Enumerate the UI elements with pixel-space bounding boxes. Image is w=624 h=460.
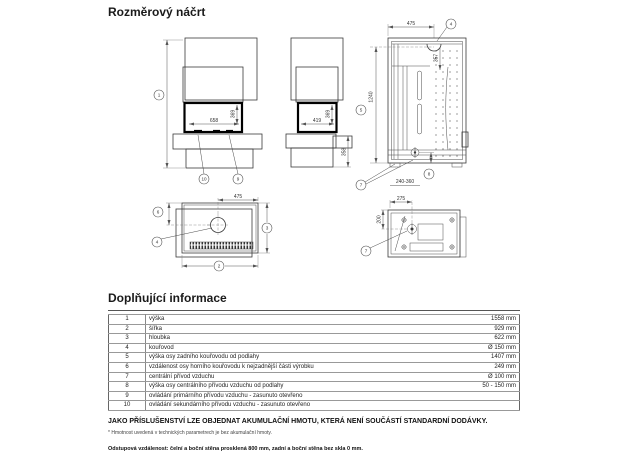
row-value: 929 mm (447, 324, 520, 334)
row-number: 2 (109, 324, 146, 334)
row-value: 50 - 150 mm (447, 382, 520, 392)
row-number: 5 (109, 353, 146, 363)
dim-section-top-depth: 475 (406, 21, 416, 27)
dim-side-opening-height: 369 (325, 109, 332, 119)
row-value: Ø 100 mm (447, 372, 520, 382)
svg-text:2: 2 (217, 263, 221, 269)
row-value (447, 401, 520, 411)
table-row (109, 353, 520, 363)
row-label: ovládání primárního přívodu vzduchu - zasunuto otevřeno (146, 391, 448, 401)
front-view (154, 38, 262, 184)
callout-secondary-air (199, 174, 209, 184)
dim-side-base-height: 358 (341, 147, 348, 157)
table-row (109, 334, 520, 344)
table-row (109, 372, 520, 382)
dim-section-air-range: 240-360 (395, 179, 415, 185)
row-value: 249 mm (447, 362, 520, 372)
row-value: Ø 150 mm (447, 343, 520, 353)
row-value (447, 391, 520, 401)
svg-text:9: 9 (236, 176, 240, 182)
svg-text:8: 8 (427, 171, 431, 177)
svg-text:7: 7 (359, 182, 363, 188)
svg-text:6: 6 (156, 209, 160, 215)
callout-central-air-bottom (361, 246, 371, 256)
row-number: 8 (109, 382, 146, 392)
callout-primary-air (233, 174, 243, 184)
svg-text:10: 10 (201, 176, 207, 182)
row-number: 10 (109, 401, 146, 411)
dim-front-opening-width: 658 (209, 118, 219, 124)
distance-note: Odstupová vzdálenost: čelní a boční stěna prosklená 800 mm, zadní a boční stěna bez skla 0 mm. (108, 446, 363, 452)
table-row (109, 401, 520, 411)
row-label: výška osy centrálního přívodu vzduchu od podlahy (146, 382, 448, 392)
dim-bottom-depth: 275 (396, 196, 406, 202)
row-label: hloubka (146, 334, 448, 344)
page-title: Rozměrový náčrt (108, 5, 206, 19)
accessory-note: JAKO PŘÍSLUŠENSTVÍ LZE OBJEDNAT AKUMULAČNÍ HMOTU, KTERÁ NENÍ SOUČÁSTÍ STANDARDNÍ DODÁVKY. (108, 418, 488, 425)
callout-depth (262, 223, 272, 233)
row-value: 1407 mm (447, 353, 520, 363)
row-number: 7 (109, 372, 146, 382)
bottom-view (361, 196, 466, 257)
row-number: 9 (109, 391, 146, 401)
row-value: 1558 mm (447, 315, 520, 325)
corner-screws (402, 218, 454, 249)
callout-rear-distance (153, 207, 163, 217)
callout-central-air-section (356, 180, 366, 190)
row-value: 622 mm (447, 334, 520, 344)
row-label: vzdálenost osy horního kouřovodu k nejzadnější části výrobku (146, 362, 448, 372)
dim-side-opening-width: 419 (312, 118, 322, 124)
callout-air-height (424, 169, 434, 179)
dim-section-flue-drop: 357 (433, 53, 440, 63)
row-number: 4 (109, 343, 146, 353)
svg-text:3: 3 (265, 225, 269, 231)
callout-height (154, 90, 164, 100)
row-number: 6 (109, 362, 146, 372)
row-label: výška osy zadního kouřovodu od podlahy (146, 353, 448, 363)
svg-text:5: 5 (359, 107, 363, 113)
info-table (108, 314, 520, 411)
row-label: kouřovod (146, 343, 448, 353)
row-number: 1 (109, 315, 146, 325)
row-number: 3 (109, 334, 146, 344)
table-row (109, 324, 520, 334)
svg-text:4: 4 (155, 239, 159, 245)
row-label: šířka (146, 324, 448, 334)
table-row (109, 391, 520, 401)
table-row (109, 315, 520, 325)
top-view (152, 194, 272, 271)
callout-flue-top (152, 237, 162, 247)
dim-top-flue-to-edge: 475 (233, 194, 243, 200)
callout-flue-section (446, 19, 456, 29)
dim-bottom-offset: 200 (376, 215, 383, 224)
table-row (109, 382, 520, 392)
callout-rear-flue-height (356, 105, 366, 115)
dim-front-opening-height: 369 (230, 109, 237, 119)
dim-section-height: 1240 (368, 91, 375, 103)
svg-text:7: 7 (364, 248, 368, 254)
weight-note: * Hmotnost uvedená v technických parametrech je bez akumulační hmoty. (108, 430, 272, 436)
row-label: centrální přívod vzduchu (146, 372, 448, 382)
svg-text:4: 4 (449, 21, 453, 27)
row-label: ovládání sekundárního přívodu vzduchu - zasunuto otevřeno (146, 401, 448, 411)
svg-text:1: 1 (157, 92, 161, 98)
info-section-title: Doplňující informace (108, 291, 227, 305)
table-row (109, 362, 520, 372)
section-divider (108, 310, 520, 311)
row-label: výška (146, 315, 448, 325)
callout-width (214, 261, 224, 271)
table-row (109, 343, 520, 353)
